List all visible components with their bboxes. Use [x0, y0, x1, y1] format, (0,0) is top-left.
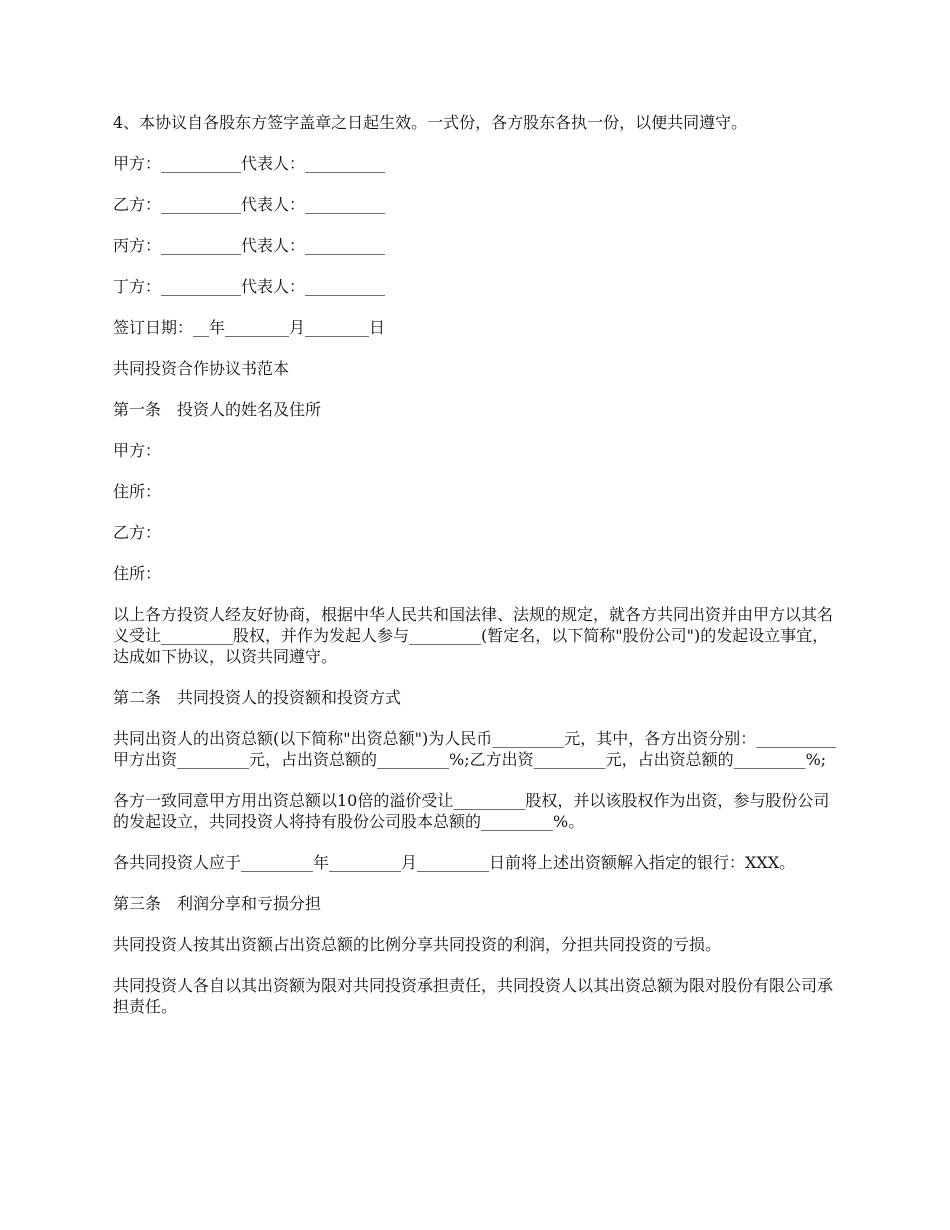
article-2-heading: 第二条 共同投资人的投资额和投资方式 [113, 688, 402, 707]
party-a-address: 住所： [113, 482, 162, 501]
signature-party-d: 丁方：__________代表人：__________ [113, 277, 386, 296]
article-1-heading: 第一条 投资人的姓名及住所 [113, 400, 322, 419]
signature-party-a: 甲方：__________代表人：__________ [113, 154, 386, 173]
document-title: 共同投资合作协议书范本 [113, 359, 290, 378]
clause-4-effective: 4、本协议自各股东方签字盖章之日起生效。一式份，各方股东各执一份，以便共同遵守。 [113, 113, 748, 132]
party-b-address: 住所： [113, 564, 162, 583]
signing-date: 签订日期：__年________月________日 [113, 318, 386, 337]
signature-party-c: 丙方：__________代表人：__________ [113, 236, 386, 255]
investment-amount-paragraph: 共同出资人的出资总额(以下简称"出资总额")为人民币_________元，其中，各方出资分别：__________甲方出资_________元，占出资总额的_________%;乙方出资_________元，占出资总额的_________%; [113, 729, 837, 769]
preamble-paragraph: 以上各方投资人经友好协商，根据中华人民共和国法律、法规的规定，就各方共同出资并由甲方以其名义受让_________股权，并作为发起人参与_________(暂定名，以下简称"股份公司")的发起设立事宜，达成如下协议，以资共同遵守。 [113, 605, 834, 666]
payment-deadline-paragraph: 各共同投资人应于_________年_________月_________日前将上述出资额解入指定的银行：XXX。 [113, 853, 796, 872]
party-a-name: 甲方： [113, 441, 162, 460]
equity-transfer-paragraph: 各方一致同意甲方用出资总额以10倍的溢价受让_________股权，并以该股权作为出资，参与股份公司的发起设立，共同投资人将持有股份公司股本总额的_________%。 [113, 791, 830, 831]
article-3-heading: 第三条 利润分享和亏损分担 [113, 894, 322, 913]
liability-paragraph: 共同投资人各自以其出资额为限对共同投资承担责任，共同投资人以其出资总额为限对股份有限公司承担责任。 [113, 976, 834, 1016]
document-page [113, 112, 841, 1037]
profit-sharing-paragraph: 共同投资人按其出资额占出资总额的比例分享共同投资的利润，分担共同投资的亏损。 [113, 935, 722, 954]
signature-party-b: 乙方：__________代表人：__________ [113, 195, 386, 214]
party-b-name: 乙方： [113, 523, 162, 542]
